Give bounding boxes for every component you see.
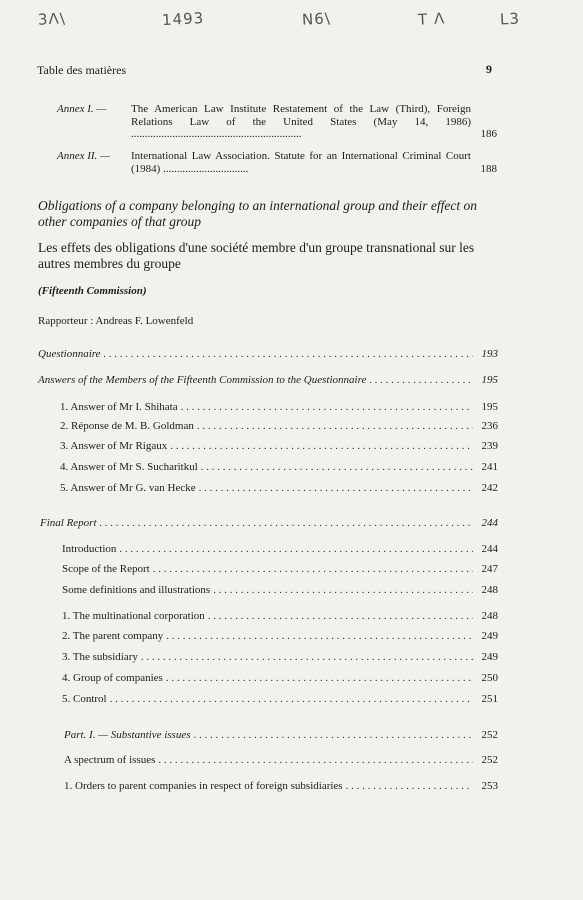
toc-entry-text: 5. Answer of Mr G. van Hecke — [60, 482, 196, 494]
toc-entry — [60, 461, 498, 474]
toc-entry-page: 248 — [481, 584, 498, 596]
toc-entry-page: 248 — [481, 610, 498, 622]
rapporteur-line: Rapporteur : Andreas F. Lowenfeld — [38, 315, 194, 327]
toc-entry — [64, 754, 498, 767]
toc-entry-page: 252 — [481, 754, 498, 766]
handwritten-mark: L3 — [499, 9, 521, 29]
handwritten-mark: T Λ — [417, 9, 446, 29]
toc-entry-text: A spectrum of issues — [64, 754, 156, 766]
toc-entry — [62, 584, 498, 597]
toc-entry-text: Answers of the Members of the Fifteenth Commission to the Questionnaire — [38, 374, 367, 386]
toc-entry-page: 195 — [481, 374, 498, 386]
leader-dots — [199, 482, 473, 495]
leader-dots — [166, 630, 473, 643]
leader-dots — [181, 401, 473, 414]
toc-entry-page: 236 — [481, 420, 498, 432]
toc-entry-page: 252 — [481, 729, 498, 741]
toc-entry — [60, 440, 498, 453]
leader-dots — [110, 693, 473, 706]
commission-label: (Fifteenth Commission) — [38, 285, 147, 297]
toc-entry — [64, 729, 498, 742]
toc-entry — [60, 420, 498, 433]
toc-entry — [60, 401, 498, 414]
toc-entry — [40, 517, 498, 530]
toc-entry — [60, 482, 498, 495]
toc-entry-page: 244 — [481, 543, 498, 555]
leader-dots — [100, 517, 473, 530]
toc-entry-page: 241 — [481, 461, 498, 473]
toc-entry-text: Questionnaire — [38, 348, 101, 360]
toc-entry — [62, 563, 498, 576]
toc-entry-page: 244 — [481, 517, 498, 529]
toc-entry-page: 250 — [481, 672, 498, 684]
annex-label: Annex II. — — [57, 150, 110, 162]
annex-label: Annex I. — — [57, 103, 107, 115]
annex-page: 186 — [480, 128, 497, 140]
leader-dots — [201, 461, 473, 474]
chapter-title-fr: Les effets des obligations d'une société membre d'un groupe transnational sur les autres membres du groupe — [38, 240, 475, 271]
toc-entry-text: 1. Answer of Mr I. Shihata — [60, 401, 178, 413]
chapter-title-en: Obligations of a company belonging to an international group and their effect on other companies of that group — [38, 198, 477, 229]
running-header-page: 9 — [486, 62, 492, 76]
toc-entry — [62, 610, 498, 623]
leader-dots — [166, 672, 473, 685]
toc-entry — [62, 693, 498, 706]
leader-dots — [170, 440, 473, 453]
toc-entry — [62, 672, 498, 685]
leader-dots — [369, 374, 473, 387]
toc-entry-text: 2. The parent company — [62, 630, 164, 642]
toc-entry-text: 1. Orders to parent companies in respect of foreign subsidiaries — [64, 780, 343, 792]
toc-entry-text: 5. Control — [62, 693, 107, 705]
annex-text: International Law Association. Statute for an International Criminal Court (1984) ............................... — [131, 150, 471, 175]
toc-entry-page: 249 — [481, 651, 498, 663]
leader-dots — [158, 754, 473, 767]
toc-entry — [38, 374, 498, 387]
toc-entry-page: 249 — [481, 630, 498, 642]
toc-entry-text: 4. Group of companies — [62, 672, 163, 684]
toc-entry — [62, 630, 498, 643]
annex-entry — [57, 103, 497, 141]
toc-entry-text: Part. I. — Substantive issues — [64, 729, 191, 741]
leader-dots — [119, 543, 473, 556]
handwritten-mark: N6\ — [301, 9, 332, 29]
leader-dots — [153, 563, 473, 576]
handwritten-mark: 1493 — [161, 8, 205, 30]
annex-text: The American Law Institute Restatement of the Law (Third), Foreign Relations Law of the United States (May 14, 1986) .............................................................. — [131, 103, 471, 140]
annex-entry — [57, 150, 497, 175]
toc-entry-page: 247 — [481, 563, 498, 575]
leader-dots — [194, 729, 474, 742]
toc-entry-page: 195 — [481, 401, 498, 413]
leader-dots — [346, 780, 473, 793]
leader-dots — [141, 651, 473, 664]
toc-entry-page: 253 — [481, 780, 498, 792]
toc-entry-page: 242 — [481, 482, 498, 494]
leader-dots — [213, 584, 473, 597]
toc-entry-text: Final Report — [40, 517, 97, 529]
toc-entry — [38, 348, 498, 361]
handwritten-mark: 3Λ\ — [37, 9, 67, 29]
running-header-title: Table des matières — [37, 63, 127, 77]
toc-entry-text: 3. Answer of Mr Rigaux — [60, 440, 168, 452]
toc-entry-page: 239 — [481, 440, 498, 452]
toc-entry-text: 2. Réponse de M. B. Goldman — [60, 420, 194, 432]
leader-dots — [104, 348, 473, 361]
leader-dots — [197, 420, 473, 433]
toc-entry-text: Some definitions and illustrations — [62, 584, 211, 596]
toc-entry — [64, 780, 498, 793]
toc-entry-text: Introduction — [62, 543, 117, 555]
toc-entry-text: 3. The subsidiary — [62, 651, 138, 663]
leader-dots — [208, 610, 473, 623]
toc-entry — [62, 651, 498, 664]
toc-entry-text: Scope of the Report — [62, 563, 150, 575]
annex-page: 188 — [480, 162, 497, 175]
toc-entry-page: 251 — [481, 693, 498, 705]
toc-entry — [62, 543, 498, 556]
toc-entry-page: 193 — [481, 348, 498, 360]
toc-entry-text: 4. Answer of Mr S. Sucharitkul — [60, 461, 198, 473]
toc-entry-text: 1. The multinational corporation — [62, 610, 205, 622]
